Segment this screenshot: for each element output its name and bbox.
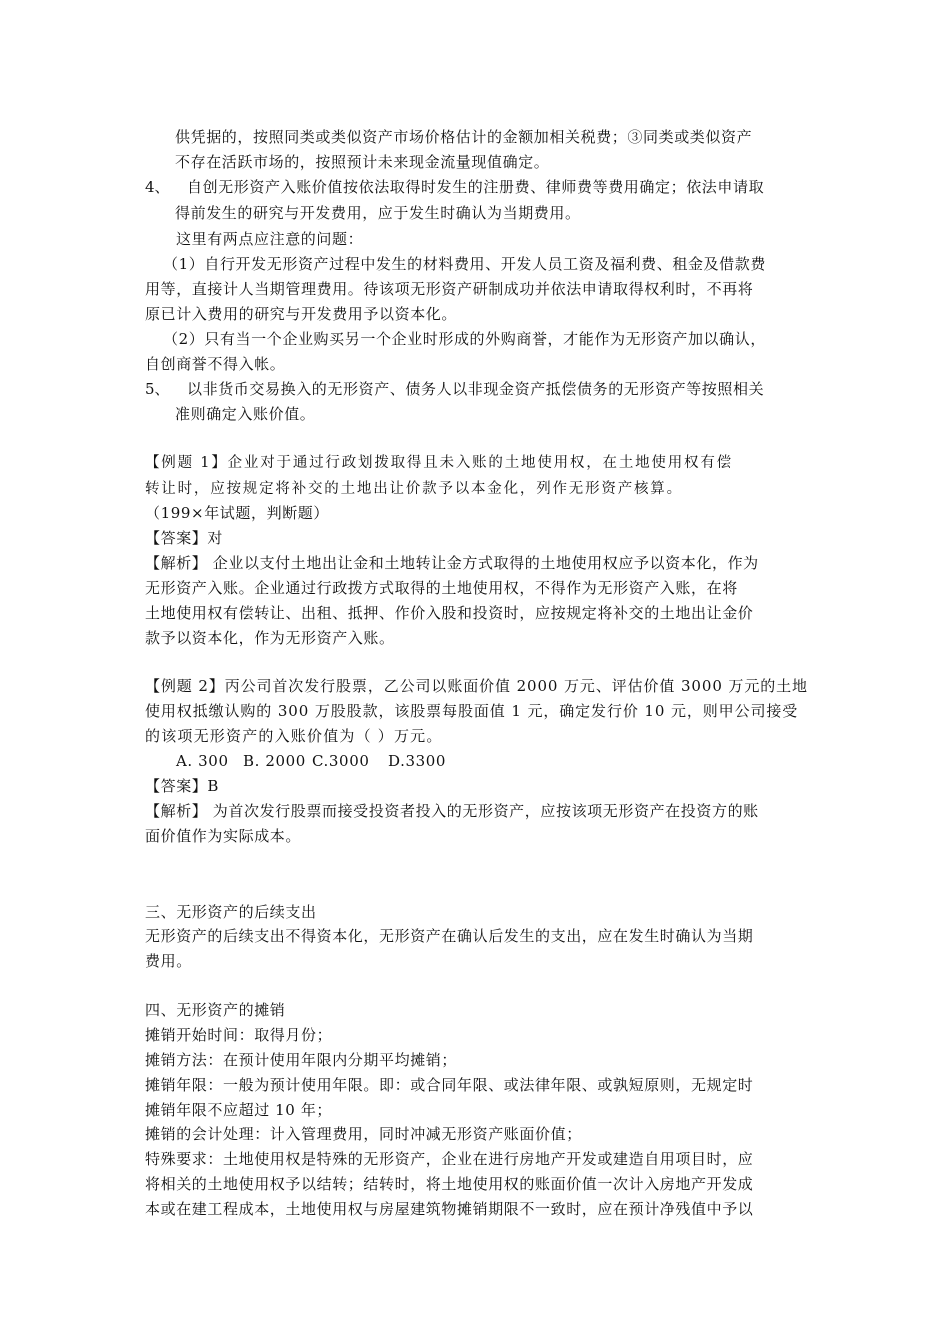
option-c: C.3000 <box>312 752 370 770</box>
example-line: （199×年试题，判断题） <box>145 504 329 522</box>
option-d: D.3300 <box>388 752 447 770</box>
paragraph-line: 得前发生的研究与开发费用，应于发生时确认为当期费用。 <box>175 204 581 222</box>
paragraph-line: 原已计入费用的研究与开发费用予以资本化。 <box>145 305 458 323</box>
paragraph-line: 自创无形资产入账价值按依法取得时发生的注册费、律师费等费用确定；依法申请取 <box>187 178 765 196</box>
list-number: 4、 <box>145 178 170 196</box>
section-heading: 三、无形资产的后续支出 <box>145 903 317 921</box>
example-line: 【例题 2】丙公司首次发行股票，乙公司以账面价值 2000 万元、评估价值 3000 万元的土地 <box>145 677 808 695</box>
paragraph-line: （1）自行开发无形资产过程中发生的材料费用、开发人员工资及福利费、租金及借款费 <box>163 255 766 273</box>
section-heading: 四、无形资产的摊销 <box>145 1001 286 1019</box>
paragraph-line: 摊销的会计处理：计入管理费用，同时冲减无形资产账面价值； <box>145 1125 582 1143</box>
option-b: B. 2000 <box>243 752 306 770</box>
option-a: A. 300 <box>176 752 229 770</box>
paragraph-line: 准则确定入账价值。 <box>175 405 316 423</box>
analysis-line: 土地使用权有偿转让、出租、抵押、作价入股和投资时，应按规定将补交的土地出让金价 <box>145 604 754 622</box>
example-line: 【例题 1】企业对于通过行政划拨取得且未入账的土地使用权，在土地使用权有偿 <box>145 455 733 471</box>
answer-line: 【答案】B <box>145 777 220 795</box>
analysis-line: 款予以资本化，作为无形资产入账。 <box>145 629 395 647</box>
paragraph-line: 摊销方法：在预计使用年限内分期平均摊销； <box>145 1051 458 1069</box>
analysis-line: 面价值作为实际成本。 <box>145 827 302 845</box>
example-line: 使用权抵缴认购的 300 万股股款，该股票每股面值 1 元，确定发行价 10 元，则甲公司接受 <box>145 702 799 720</box>
answer-line: 【答案】对 <box>145 529 224 547</box>
paragraph-line: 将相关的土地使用权予以结转；结转时，将土地使用权的账面价值一次计入房地产开发成 <box>145 1175 754 1193</box>
note-intro: 这里有两点应注意的问题： <box>176 230 364 248</box>
paragraph-line: 摊销年限：一般为预计使用年限。即：或合同年限、或法律年限、或孰短原则，无规定时 <box>145 1076 754 1094</box>
paragraph-line: 供凭据的，按照同类或类似资产市场价格估计的金额加相关税费；③同类或类似资产 <box>175 128 753 146</box>
analysis-line: 【解析】 为首次发行股票而接受投资者投入的无形资产，应按该项无形资产在投资方的账 <box>145 802 759 820</box>
analysis-line: 无形资产入账。企业通过行政拨方式取得的土地使用权，不得作为无形资产入账，在将 <box>145 579 738 597</box>
paragraph-line: 本或在建工程成本，土地使用权与房屋建筑物摊销期限不一致时，应在预计净残值中予以 <box>145 1200 754 1218</box>
paragraph-line: 以非货币交易换入的无形资产、债务人以非现金资产抵偿债务的无形资产等按照相关 <box>187 380 765 398</box>
paragraph-line: 不存在活跃市场的，按照预计未来现金流量现值确定。 <box>175 153 550 171</box>
paragraph-line: 无形资产的后续支出不得资本化，无形资产在确认后发生的支出，应在发生时确认为当期 <box>145 927 754 945</box>
paragraph-line: 自创商誉不得入帐。 <box>145 355 286 373</box>
paragraph-line: 摊销开始时间：取得月份； <box>145 1026 333 1044</box>
example-line: 的该项无形资产的入账价值为（ ）万元。 <box>145 727 443 745</box>
analysis-line: 【解析】 企业以支付土地出让金和土地转让金方式取得的土地使用权应予以资本化，作为 <box>145 554 759 572</box>
paragraph-line: 特殊要求：土地使用权是特殊的无形资产，企业在进行房地产开发或建造自用项目时，应 <box>145 1150 754 1168</box>
paragraph-line: 用等，直接计人当期管理费用。待该项无形资产研制成功并依法申请取得权利时，不再将 <box>145 280 754 298</box>
example-line: 转让时，应按规定将补交的土地出让价款予以本金化，列作无形资产核算。 <box>145 481 683 497</box>
list-number: 5、 <box>145 380 170 398</box>
paragraph-line: 费用。 <box>145 952 192 970</box>
paragraph-line: 摊销年限不应超过 10 年； <box>145 1101 333 1119</box>
paragraph-line: （2）只有当一个企业购买另一个企业时形成的外购商誉，才能作为无形资产加以确认， <box>163 330 766 348</box>
